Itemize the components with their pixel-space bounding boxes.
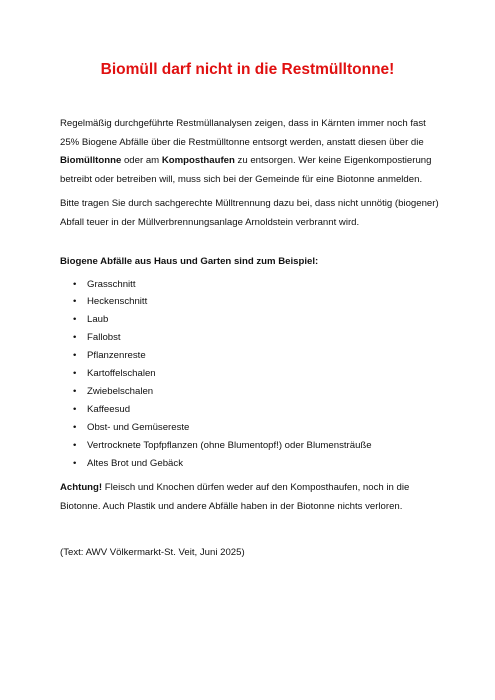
intro-bold-komposthaufen: Komposthaufen [161,155,235,166]
warning-paragraph [60,479,440,516]
intro-text-part1: Regelmäßig durchgeführte Restmüllanalysen zeigen, dass in Kärnten immer noch fast 25% Biogene Abfälle über die Restmülltonne entsorgt werden, anstatt diesen über die [60,118,426,148]
list-item [60,383,440,401]
bullet-icon: • [73,296,77,308]
appeal-paragraph: Bitte tragen Sie durch sachgerechte Mülltrennung dazu bei, dass nicht unnötig (biogener) Abfall teuer in der Müllverbrennungsanlage Arnoldstein verbrannt wird. [60,198,439,228]
list-item-text: Fallobst [87,332,121,344]
list-item-text: Kartoffelschalen [87,368,156,380]
list-item-text: Zwiebelschalen [87,385,154,397]
list-item [60,419,440,437]
list-item-text: Pflanzenreste [87,350,146,362]
waste-list [60,276,440,473]
intro-text-part2: oder am [121,155,162,166]
list-item-text: Grasschnitt [87,278,136,290]
source-note: (Text: AWV Völkermarkt-St. Veit, Juni 2025) [60,547,245,559]
list-item [60,401,440,419]
list-item-text: Laub [87,314,109,326]
bullet-icon: • [73,403,77,415]
warning-label: Achtung! [60,482,103,494]
list-item [60,329,440,347]
list-heading: Biogene Abfälle aus Haus und Garten sind zum Beispiel: [60,256,319,267]
list-item-text: Heckenschnitt [87,296,148,308]
list-item-text: Kaffeesud [87,403,131,415]
bullet-icon: • [73,314,77,326]
bullet-icon: • [73,350,77,362]
list-item-text: Vertrocknete Topfpflanzen (ohne Blumentopf!) oder Blumensträuße [87,439,372,451]
bullet-icon: • [73,332,77,344]
list-item-text: Obst- und Gemüsereste [87,421,190,433]
list-item [60,276,440,294]
list-item [60,293,440,311]
bullet-icon: • [73,278,77,290]
intro-text-part3: zu entsorgen. Wer keine Eigenkompostierung betreibt oder betreiben will, muss sich bei der Gemeinde für eine Biotonne anmelden. [60,155,432,185]
list-item [60,365,440,383]
bullet-icon: • [73,368,77,380]
list-item [60,437,440,455]
intro-paragraph [60,115,440,189]
list-item [60,347,440,365]
list-item [60,455,440,473]
warning-text: Fleisch und Knochen dürfen weder auf den Komposthaufen, noch in die Biotonne. Auch Plastik und andere Abfälle haben in der Biotonne nichts verloren. [60,482,410,512]
bullet-icon: • [73,439,77,451]
bullet-icon: • [73,385,77,397]
page-title: Biomüll darf nicht in die Restmülltonne! [100,61,395,78]
list-item-text: Altes Brot und Gebäck [87,457,183,469]
list-item [60,311,440,329]
bullet-icon: • [73,421,77,433]
bullet-icon: • [73,457,77,469]
document-body [60,115,440,563]
intro-bold-biomuelltonne: Biomülltonne [60,155,122,166]
